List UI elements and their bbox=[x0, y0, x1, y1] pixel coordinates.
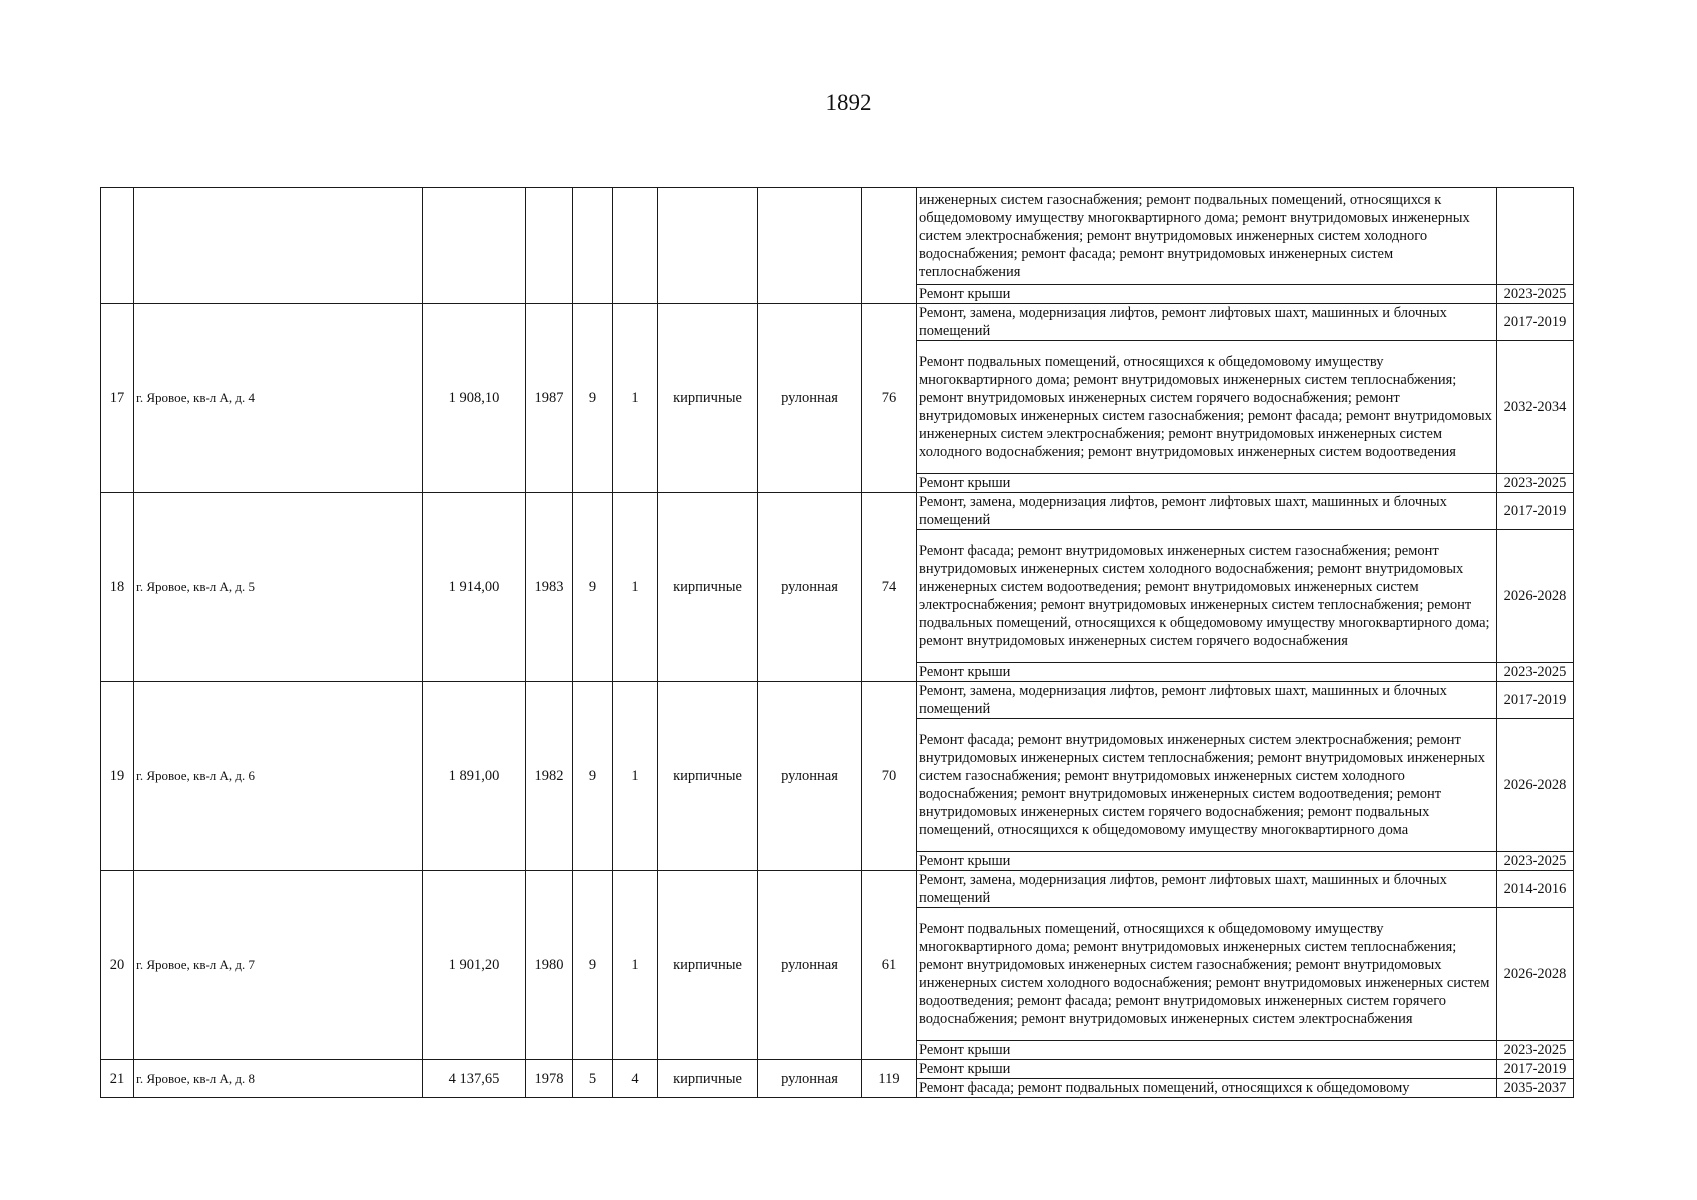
num-cell: 17 bbox=[101, 304, 134, 493]
address-cell: г. Яровое, кв-л А, д. 7 bbox=[134, 871, 423, 1060]
period-cell bbox=[1497, 188, 1574, 285]
address-cell: г. Яровое, кв-л А, д. 8 bbox=[134, 1060, 423, 1098]
roof-cell: рулонная bbox=[758, 682, 862, 871]
entrances-cell bbox=[613, 188, 658, 304]
address-cell: г. Яровое, кв-л А, д. 4 bbox=[134, 304, 423, 493]
floors-cell: 9 bbox=[573, 871, 613, 1060]
floors-cell bbox=[573, 188, 613, 304]
period-cell: 2023-2025 bbox=[1497, 663, 1574, 682]
work-cell: Ремонт фасада; ремонт внутридомовых инженерных систем электроснабжения; ремонт внутридомовых инженерных систем теплоснабжения; ремонт внутридомовых инженерных систем газоснабжения; ремонт внутридомовых инженерных систем холодного водоснабжения; ремонт внутридомовых инженерных систем водоотведения; ремонт внутридомовых инженерных систем горячего водоснабжения; ремонт подвальных помещений, относящихся к общедомовому имуществу многоквартирного дома bbox=[917, 719, 1497, 852]
apartments-cell: 76 bbox=[862, 304, 917, 493]
num-cell: 20 bbox=[101, 871, 134, 1060]
table-row bbox=[101, 682, 1574, 719]
period-cell: 2035-2037 bbox=[1497, 1079, 1574, 1098]
work-cell: Ремонт, замена, модернизация лифтов, ремонт лифтовых шахт, машинных и блочных помещений bbox=[917, 871, 1497, 908]
period-cell: 2026-2028 bbox=[1497, 719, 1574, 852]
period-cell: 2026-2028 bbox=[1497, 908, 1574, 1041]
roof-cell: рулонная bbox=[758, 1060, 862, 1098]
period-cell: 2023-2025 bbox=[1497, 1041, 1574, 1060]
work-cell: Ремонт крыши bbox=[917, 474, 1497, 493]
address-cell bbox=[134, 188, 423, 304]
work-cell: Ремонт, замена, модернизация лифтов, ремонт лифтовых шахт, машинных и блочных помещений bbox=[917, 493, 1497, 530]
period-cell: 2017-2019 bbox=[1497, 304, 1574, 341]
roof-cell bbox=[758, 188, 862, 304]
year-cell: 1987 bbox=[526, 304, 573, 493]
period-cell: 2017-2019 bbox=[1497, 1060, 1574, 1079]
work-cell: Ремонт, замена, модернизация лифтов, ремонт лифтовых шахт, машинных и блочных помещений bbox=[917, 682, 1497, 719]
walls-cell: кирпичные bbox=[658, 304, 758, 493]
area-cell: 1 914,00 bbox=[423, 493, 526, 682]
year-cell: 1983 bbox=[526, 493, 573, 682]
work-cell: Ремонт крыши bbox=[917, 663, 1497, 682]
area-cell bbox=[423, 188, 526, 304]
walls-cell: кирпичные bbox=[658, 1060, 758, 1098]
floors-cell: 9 bbox=[573, 304, 613, 493]
address-cell: г. Яровое, кв-л А, д. 5 bbox=[134, 493, 423, 682]
page-number: 1892 bbox=[825, 90, 872, 115]
entrances-cell: 1 bbox=[613, 493, 658, 682]
year-cell bbox=[526, 188, 573, 304]
work-cell: Ремонт крыши bbox=[917, 1041, 1497, 1060]
walls-cell: кирпичные bbox=[658, 682, 758, 871]
address-cell: г. Яровое, кв-л А, д. 6 bbox=[134, 682, 423, 871]
apartments-cell: 70 bbox=[862, 682, 917, 871]
table-row bbox=[101, 493, 1574, 530]
entrances-cell: 4 bbox=[613, 1060, 658, 1098]
table-row bbox=[101, 871, 1574, 908]
area-cell: 1 908,10 bbox=[423, 304, 526, 493]
work-cell: Ремонт, замена, модернизация лифтов, ремонт лифтовых шахт, машинных и блочных помещений bbox=[917, 304, 1497, 341]
period-cell: 2026-2028 bbox=[1497, 530, 1574, 663]
entrances-cell: 1 bbox=[613, 871, 658, 1060]
work-cell: Ремонт фасада; ремонт подвальных помещений, относящихся к общедомовому bbox=[917, 1079, 1497, 1098]
apartments-cell: 74 bbox=[862, 493, 917, 682]
area-cell: 1 891,00 bbox=[423, 682, 526, 871]
num-cell bbox=[101, 188, 134, 304]
year-cell: 1980 bbox=[526, 871, 573, 1060]
work-cell: Ремонт подвальных помещений, относящихся к общедомовому имуществу многоквартирного дома; ремонт внутридомовых инженерных систем теплоснабжения; ремонт внутридомовых инженерных систем горячего водоснабжения; ремонт внутридомовых инженерных систем газоснабжения; ремонт фасада; ремонт внутридомовых инженерных систем электроснабжения; ремонт внутридомовых инженерных систем холодного водоснабжения; ремонт внутридомовых инженерных систем водоотведения bbox=[917, 341, 1497, 474]
period-cell: 2032-2034 bbox=[1497, 341, 1574, 474]
apartments-cell: 61 bbox=[862, 871, 917, 1060]
work-cell: Ремонт подвальных помещений, относящихся к общедомовому имуществу многоквартирного дома; ремонт внутридомовых инженерных систем теплоснабжения; ремонт внутридомовых инженерных систем газоснабжения; ремонт внутридомовых инженерных систем холодного водоснабжения; ремонт внутридомовых инженерных систем водоотведения; ремонт фасада; ремонт внутридомовых инженерных систем горячего водоснабжения; ремонт внутридомовых инженерных систем электроснабжения bbox=[917, 908, 1497, 1041]
apartments-cell bbox=[862, 188, 917, 304]
floors-cell: 5 bbox=[573, 1060, 613, 1098]
work-cell: Ремонт фасада; ремонт внутридомовых инженерных систем газоснабжения; ремонт внутридомовых инженерных систем холодного водоснабжения; ремонт внутридомовых инженерных систем водоотведения; ремонт внутридомовых инженерных систем электроснабжения; ремонт внутридомовых инженерных систем теплоснабжения; ремонт подвальных помещений, относящихся к общедомовому имуществу многоквартирного дома; ремонт внутридомовых инженерных систем горячего водоснабжения bbox=[917, 530, 1497, 663]
year-cell: 1978 bbox=[526, 1060, 573, 1098]
walls-cell: кирпичные bbox=[658, 493, 758, 682]
housing-registry-table bbox=[100, 187, 1574, 1098]
period-cell: 2023-2025 bbox=[1497, 285, 1574, 304]
period-cell: 2017-2019 bbox=[1497, 682, 1574, 719]
walls-cell bbox=[658, 188, 758, 304]
period-cell: 2023-2025 bbox=[1497, 474, 1574, 493]
area-cell: 4 137,65 bbox=[423, 1060, 526, 1098]
continuation-row bbox=[101, 188, 1574, 285]
work-cell: Ремонт крыши bbox=[917, 852, 1497, 871]
year-cell: 1982 bbox=[526, 682, 573, 871]
floors-cell: 9 bbox=[573, 493, 613, 682]
apartments-cell: 119 bbox=[862, 1060, 917, 1098]
num-cell: 18 bbox=[101, 493, 134, 682]
floors-cell: 9 bbox=[573, 682, 613, 871]
work-cell: Ремонт крыши bbox=[917, 285, 1497, 304]
table-row bbox=[101, 304, 1574, 341]
walls-cell: кирпичные bbox=[658, 871, 758, 1060]
work-cell: Ремонт крыши bbox=[917, 1060, 1497, 1079]
area-cell: 1 901,20 bbox=[423, 871, 526, 1060]
num-cell: 21 bbox=[101, 1060, 134, 1098]
roof-cell: рулонная bbox=[758, 493, 862, 682]
entrances-cell: 1 bbox=[613, 682, 658, 871]
period-cell: 2017-2019 bbox=[1497, 493, 1574, 530]
table-row bbox=[101, 1060, 1574, 1079]
entrances-cell: 1 bbox=[613, 304, 658, 493]
roof-cell: рулонная bbox=[758, 871, 862, 1060]
roof-cell: рулонная bbox=[758, 304, 862, 493]
period-cell: 2014-2016 bbox=[1497, 871, 1574, 908]
period-cell: 2023-2025 bbox=[1497, 852, 1574, 871]
work-cell: инженерных систем газоснабжения; ремонт подвальных помещений, относящихся к общедомовому имуществу многоквартирного дома; ремонт внутридомовых инженерных систем электроснабжения; ремонт внутридомовых инженерных систем холодного водоснабжения; ремонт фасада; ремонт внутридомовых инженерных систем теплоснабжения bbox=[917, 188, 1497, 285]
num-cell: 19 bbox=[101, 682, 134, 871]
